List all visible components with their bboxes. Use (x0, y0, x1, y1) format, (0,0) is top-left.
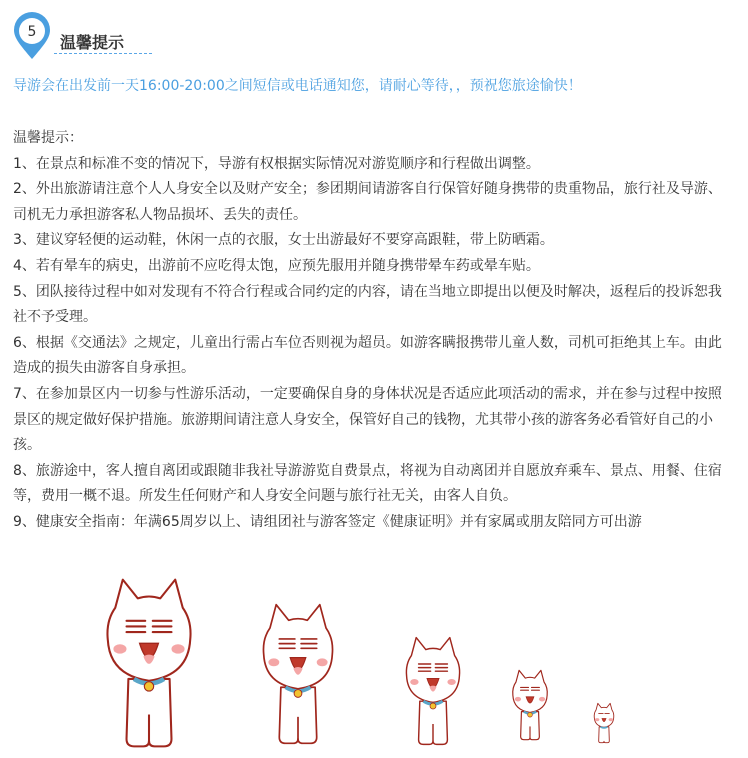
guide-notice-text: 导游会在出发前一天16:00-20:00之间短信或电话通知您，请耐心等待，，预祝您旅途愉快！ (13, 78, 582, 94)
tip-item-8: 8、旅游途中，客人擅自离团或跟随非我社导游游览自费景点，将视为自动离团并自愿放弃乘车、景点、用餐、住宿等，费用一概不退。所发生任何财产和人身安全问题与旅行社无关，由客人自负。 (13, 462, 722, 505)
tip-item-1: 1、在景点和标准不变的情况下，导游有权根据实际情况对游览顺序和行程做出调整。 (13, 155, 540, 172)
tip-item-6: 6、根据《交通法》之规定，儿童出行需占车位否则视为超员。如游客瞒报携带儿童人数，司机可拒绝其上车。由此造成的损失由游客自身承担。 (13, 334, 722, 377)
tip-item-2: 2、外出旅游请注意个人人身安全以及财产安全；参团期间请游客自行保管好随身携带的贵重物品，旅行社及导游、司机无力承担游客私人物品损坏、丢失的责任。 (13, 181, 722, 223)
title-divider (54, 53, 152, 54)
cartoon-cat-icon (256, 600, 340, 748)
cartoon-cat-icon (398, 634, 468, 748)
cartoon-cat-icon (102, 574, 196, 752)
cartoon-cat-icon (508, 668, 552, 742)
section-header (10, 12, 150, 57)
step-number: 5 (27, 24, 37, 40)
section-title: 温馨提示 (60, 33, 125, 52)
tip-item-7: 7、在参加景区内一切参与性游乐活动，一定要确保自身的身体状况是否适应此项活动的需求，并在参与过程中按照景区的规定做好保护措施。旅游期间请注意人身安全，保管好自己的钱物，尤其带小孩的游客务必看管好自己的小孩。 (13, 385, 722, 454)
tip-item-5: 5、团队接待过程中如对发现有不符合行程或合同约定的内容，请在当地立即提出以便及时解决，返程后的投诉恕我社不予受理。 (13, 283, 722, 326)
tips-heading: 温馨提示： (13, 130, 83, 146)
tips-content (13, 126, 735, 536)
tip-item-9: 9、健康安全指南：年满65周岁以上、请组团社与游客签定《健康证明》并有家属或朋友陪同方可出游 (13, 513, 642, 530)
tip-item-3: 3、建议穿轻便的运动鞋，休闲一点的衣服，女士出游最好不要穿高跟鞋，带上防晒霜。 (13, 232, 554, 249)
tip-item-4: 4、若有晕车的病史，出游前不应吃得太饱，应预先服用并随身携带晕车药或晕车贴。 (13, 257, 540, 274)
cartoon-cat-icon (591, 702, 617, 744)
cat-decoration-row (0, 568, 748, 758)
